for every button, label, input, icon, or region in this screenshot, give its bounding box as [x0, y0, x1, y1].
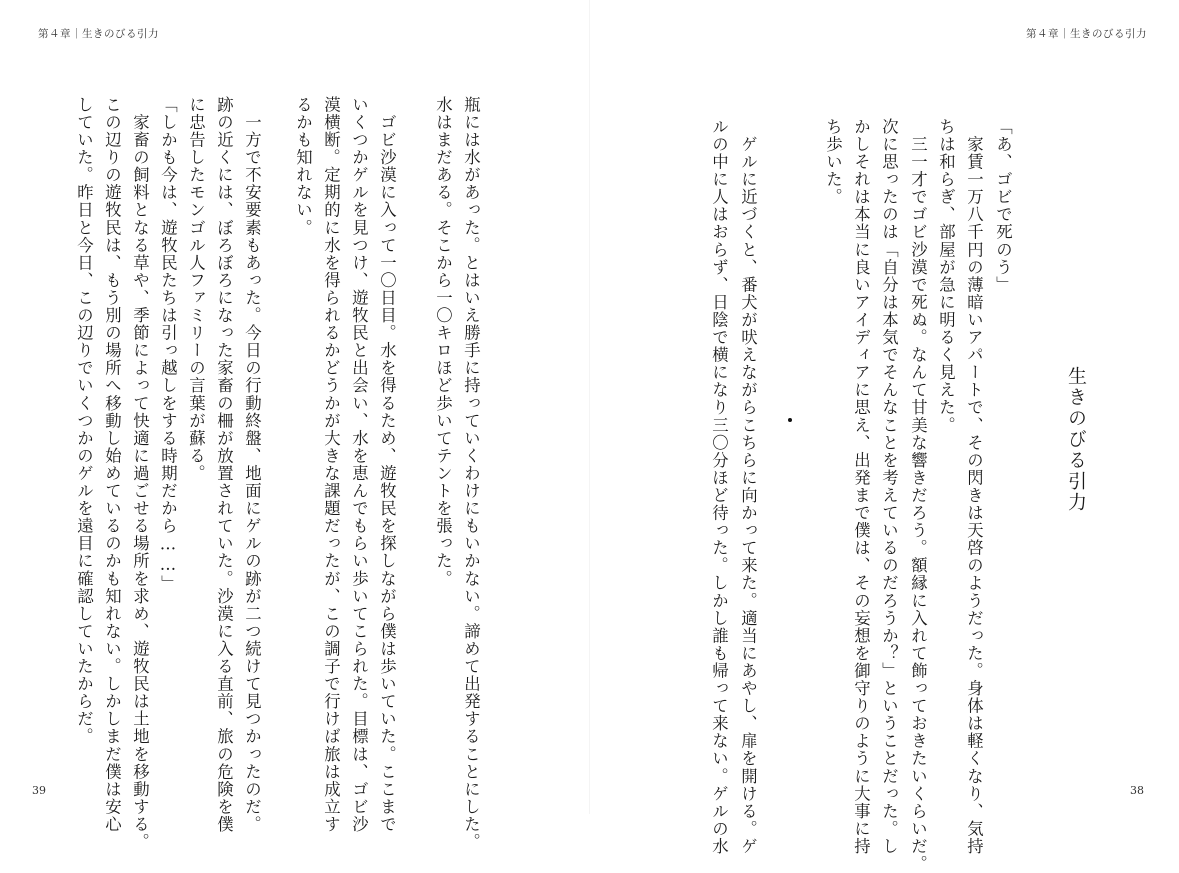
section-break-dot [788, 418, 792, 422]
text-line: に忠告したモンゴル人ファミリーの言葉が蘇る。 [186, 96, 206, 483]
running-header-left: 第４章｜生きのびる引力 [38, 28, 159, 40]
text-line: 三一才でゴビ沙漠で死ぬ。なんて甘美な響きだろう。額縁に入れて飾っておきたいくらいだ。 [908, 118, 928, 873]
text-line: ルの中に人はおらず、日陰で横になり三〇分ほど待った。しかし誰も帰って来ない。ゲルの水 [709, 118, 729, 856]
running-header-right: 第４章｜生きのびる引力 [1026, 28, 1147, 40]
text-line: 漠横断。定期的に水を得られるかどうかが大きな課題だったが、この調子で行けば旅は成立す [321, 96, 341, 834]
text-line: ち歩いた。 [823, 118, 843, 206]
page-number-right: 38 [1130, 784, 1144, 797]
text-line: 家賃一万八千円の薄暗いアパートで、その閃きは天啓のようだった。身体は軽くなり、気持 [964, 118, 984, 856]
text-line: かしそれは本当に良いアイディアに思え、出発まで僕は、その妄想を御守りのように大事に持 [851, 118, 871, 856]
text-line: 一方で不安要素もあった。今日の行動終盤、地面にゲルの跡が二つ続けて見つかったのだ。 [242, 96, 262, 834]
text-line: るかも知れない。 [293, 96, 313, 237]
text-line: 家畜の飼料となる草や、季節によって快適に過ごせる場所を求め、遊牧民は土地を移動する。 [130, 96, 150, 851]
text-line: 次に思ったのは「自分は本気でそんなことを考えているのだろうか？」ということだった。し [879, 118, 899, 856]
page-gutter [589, 0, 590, 814]
text-line: 瓶には水があった。とはいえ勝手に持っていくわけにもいかない。諦めて出発することにした。 [461, 96, 481, 851]
text-line: ゴビ沙漠に入って一〇日目。水を得るため、遊牧民を探しながら僕は歩いていた。ここまで [377, 96, 397, 834]
chapter-title: 生きのびる引力 [1065, 366, 1087, 513]
text-line: ちは和らぎ、部屋が急に明るく見えた。 [936, 118, 956, 434]
text-line: この辺りの遊牧民は、もう別の場所へ移動し始めているのかも知れない。しかしまだ僕は安心 [102, 96, 122, 834]
text-line: ゲルに近づくと、番犬が吠えながらこちらに向かって来た。適当にあやし、扉を開ける。ゲ [738, 118, 758, 856]
text-line: いくつかゲルを見つけ、遊牧民と出会い、水を恵んでもらい歩いてこられた。目標は、ゴビ沙 [349, 96, 369, 834]
text-line: していた。昨日と今日、この辺りでいくつかのゲルを遠目に確認していたからだ。 [74, 96, 94, 746]
text-line: 水はまだある。そこから一〇キロほど歩いてテントを張った。 [433, 96, 453, 588]
text-line: 跡の近くには、ぼろぼろになった家畜の柵が放置されていた。沙漠に入る直前、旅の危険を僕 [214, 96, 234, 834]
page-number-left: 39 [32, 784, 46, 797]
text-line: 「あ、ゴビで死のう」 [993, 118, 1013, 294]
text-line: 「しかも今は、遊牧民たちは引っ越しをする時期だから……」 [158, 96, 178, 593]
